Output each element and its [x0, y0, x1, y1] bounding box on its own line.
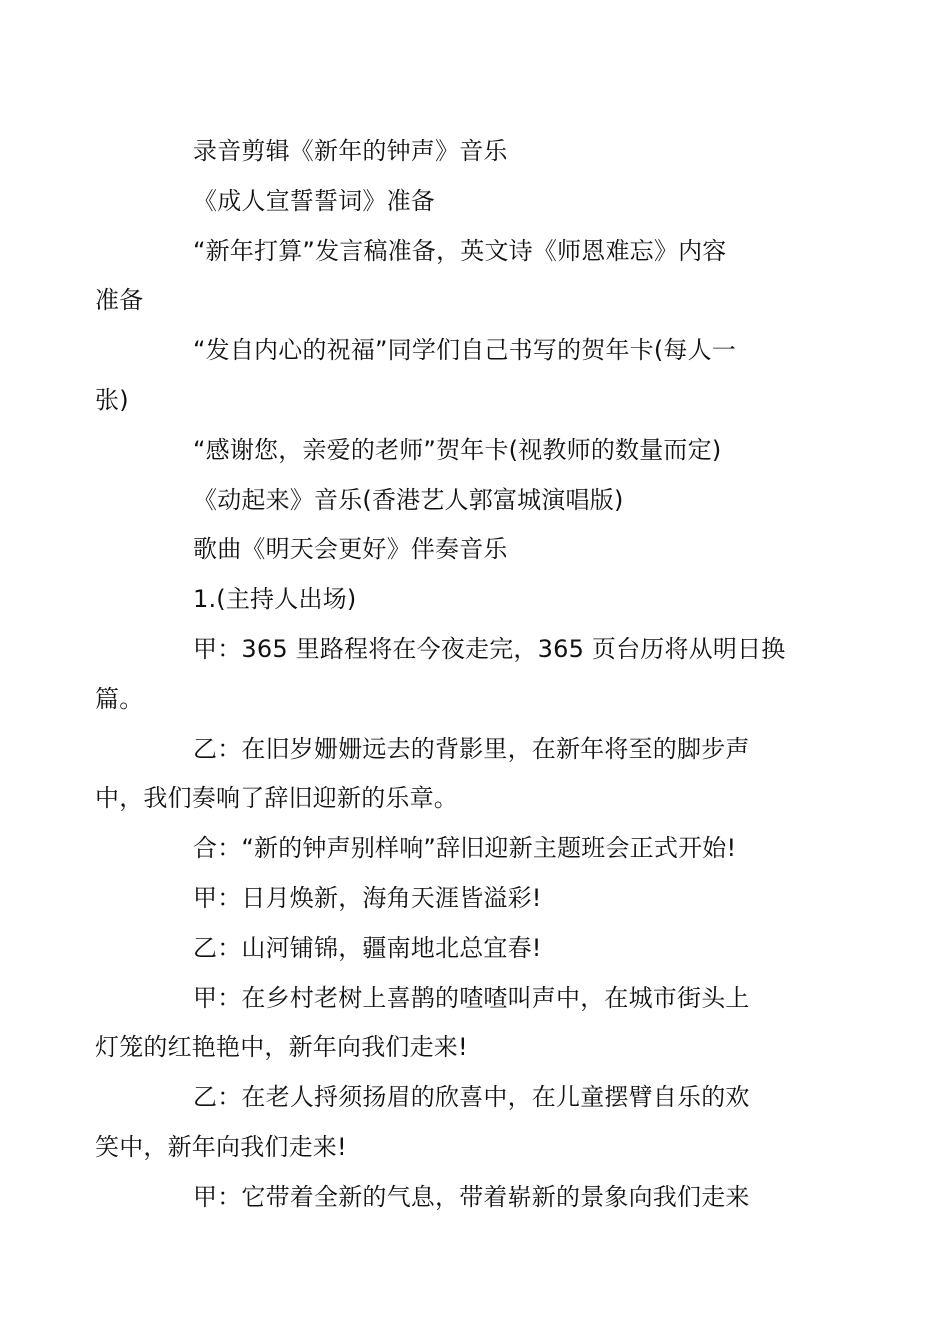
paragraph [144, 874, 810, 924]
text-line: 甲：在乡村老树上喜鹊的喳喳叫声中，在城市街头上 [193, 983, 750, 1012]
paragraph [95, 227, 810, 327]
text-line: 甲：日月焕新，海角天涯皆溢彩! [193, 883, 542, 912]
text-line: “感谢您，亲爱的老师”贺年卡(视教师的数量而定) [193, 435, 722, 464]
paragraph [95, 725, 810, 825]
text-line: 张) [95, 385, 129, 414]
paragraph [95, 326, 810, 426]
paragraph [144, 476, 810, 526]
text-line: 《成人宣誓誓词》准备 [193, 186, 435, 215]
text-line: “新年打算”发言稿准备，英文诗《师恩难忘》内容 [193, 236, 727, 265]
text-line: 乙：在旧岁姗姗远去的背影里，在新年将至的脚步声 [193, 734, 750, 763]
paragraph [144, 426, 810, 476]
paragraph [144, 127, 810, 177]
text-line: 甲：它带着全新的气息，带着崭新的景象向我们走来 [193, 1182, 750, 1211]
paragraph [144, 1173, 810, 1223]
text-line: 1.(主持人出场) [193, 585, 357, 614]
paragraph [95, 625, 810, 725]
paragraph [144, 525, 810, 575]
text-line: 准备 [95, 286, 144, 315]
text-line: 笑中，新年向我们走来! [95, 1132, 347, 1161]
text-line: 《动起来》音乐(香港艺人郭富城演唱版) [193, 485, 624, 514]
paragraph [95, 974, 810, 1074]
text-line: 篇。 [95, 684, 144, 713]
paragraph [144, 177, 810, 227]
text-line: 乙：山河铺锦，疆南地北总宜春! [193, 933, 542, 962]
paragraph [144, 824, 810, 874]
text-line: 乙：在老人捋须扬眉的欣喜中，在儿童摆臂自乐的欢 [193, 1083, 750, 1112]
paragraph [95, 1073, 810, 1173]
document-body [95, 127, 810, 1223]
text-line: 歌曲《明天会更好》伴奏音乐 [193, 535, 508, 564]
paragraph [144, 924, 810, 974]
paragraph [144, 575, 810, 625]
text-line: 中，我们奏响了辞旧迎新的乐章。 [95, 784, 458, 813]
text-line: 甲：365 里路程将在今夜走完，365 页台历将从明日换 [193, 634, 786, 663]
text-line: 灯笼的红艳艳中，新年向我们走来! [95, 1033, 468, 1062]
text-line: 录音剪辑《新年的钟声》音乐 [193, 137, 508, 165]
text-line: “发自内心的祝福”同学们自己书写的贺年卡(每人一 [193, 336, 737, 365]
text-line: 合：“新的钟声别样响”辞旧迎新主题班会正式开始! [193, 834, 737, 863]
